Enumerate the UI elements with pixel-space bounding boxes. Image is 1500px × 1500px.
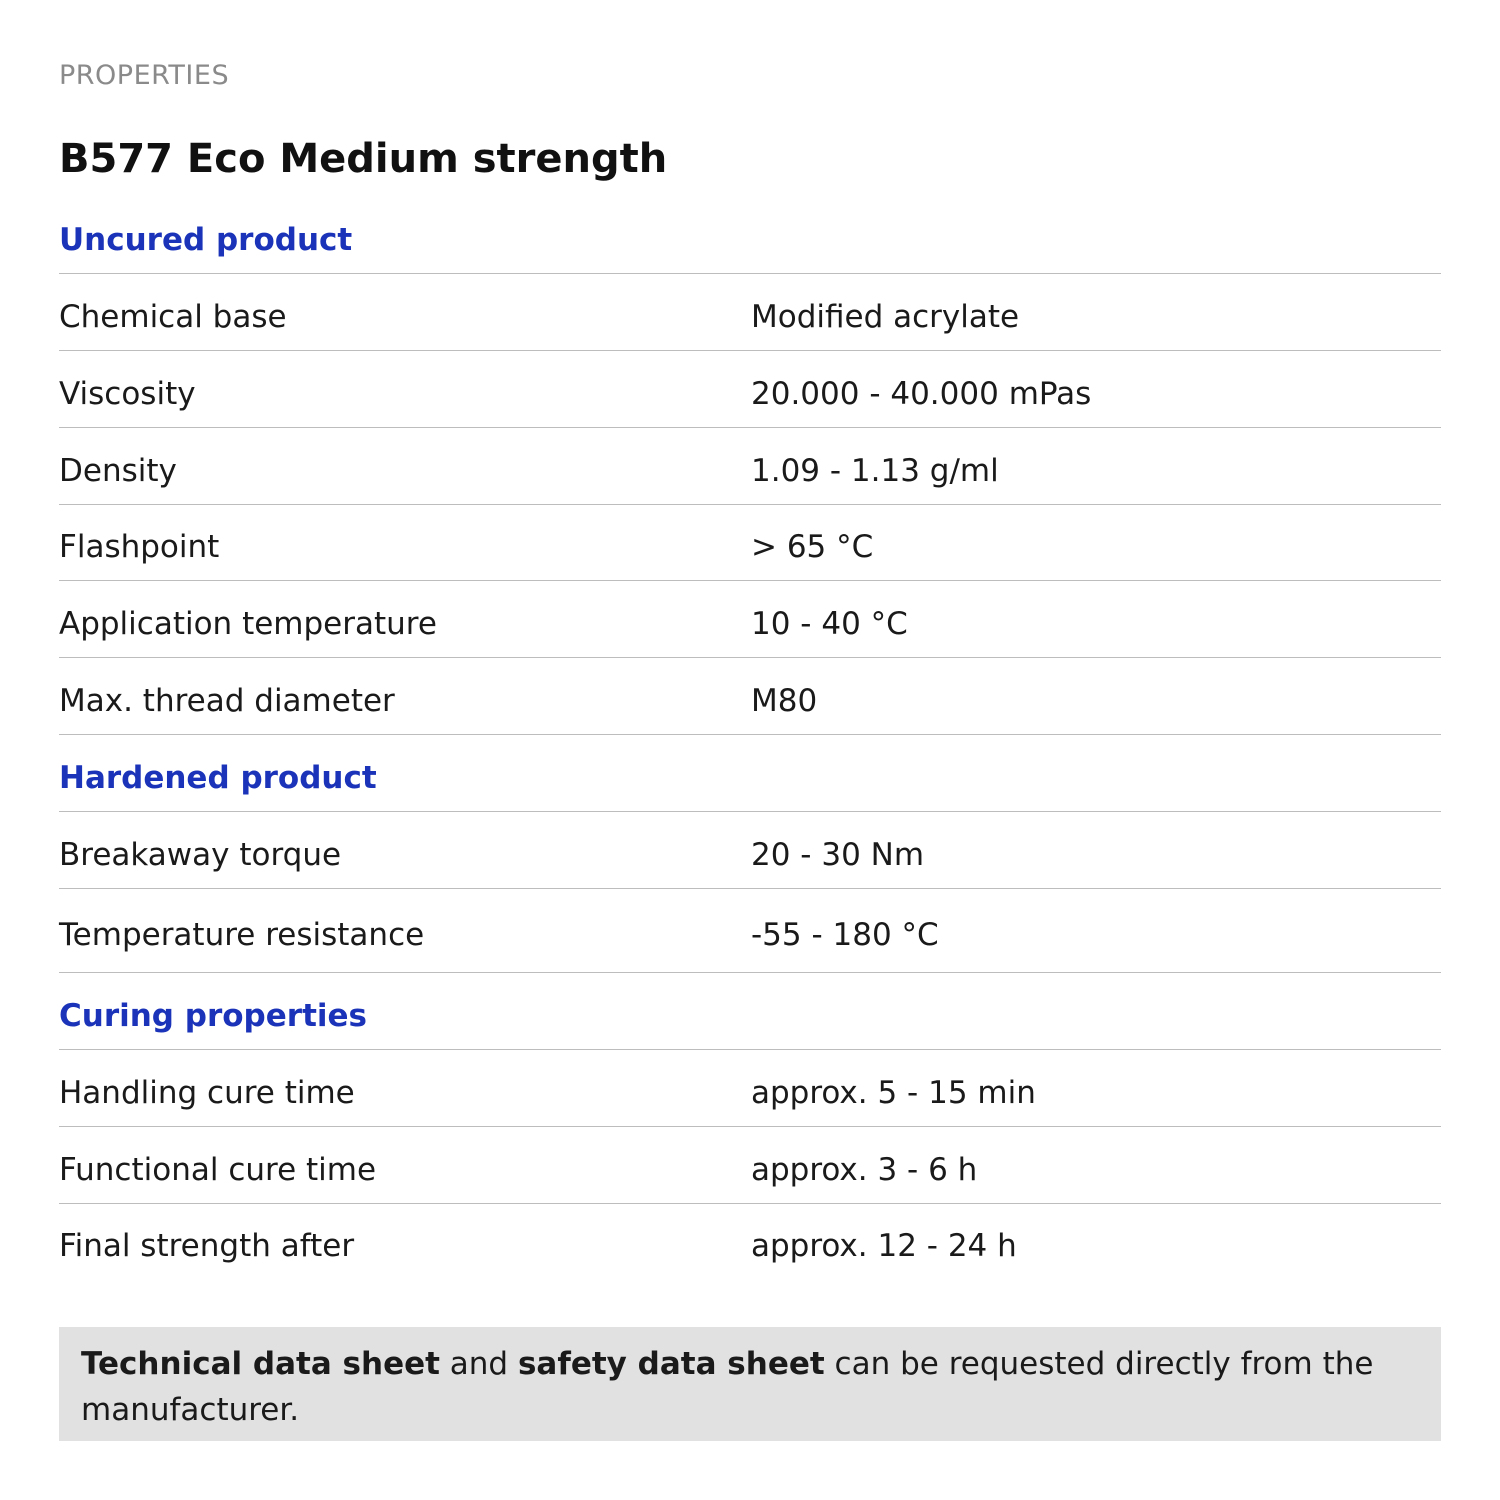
row-value: 20 - 30 Nm	[751, 837, 925, 873]
row-label: Chemical base	[59, 299, 287, 335]
row-value: > 65 °C	[751, 529, 874, 565]
row-label: Breakaway torque	[59, 837, 342, 873]
row-label: Temperature resistance	[59, 917, 425, 953]
row-label: Handling cure time	[59, 1075, 355, 1111]
note-text: and	[439, 1346, 518, 1382]
row-value: approx. 12 - 24 h	[751, 1228, 1017, 1264]
divider	[59, 972, 1441, 973]
section-heading-curing: Curing properties	[59, 998, 367, 1034]
row-label: Max. thread diameter	[59, 683, 395, 719]
row-value: -55 - 180 °C	[751, 917, 939, 953]
datasheet-note	[59, 1327, 1441, 1441]
divider	[59, 734, 1441, 735]
note-bold-technical: Technical data sheet	[81, 1346, 440, 1382]
row-value: approx. 5 - 15 min	[751, 1075, 1036, 1111]
row-label: Density	[59, 453, 177, 489]
row-label: Viscosity	[59, 376, 196, 412]
row-value: 20.000 - 40.000 mPas	[751, 376, 1092, 412]
row-label: Final strength after	[59, 1228, 355, 1264]
divider	[59, 888, 1441, 889]
row-label: Application temperature	[59, 606, 437, 642]
note-text: can be requested directly from the manufacturer.	[81, 1346, 1374, 1428]
row-value: 1.09 - 1.13 g/ml	[751, 453, 999, 489]
divider	[59, 811, 1441, 812]
divider	[59, 350, 1441, 351]
row-label: Flashpoint	[59, 529, 220, 565]
divider	[59, 273, 1441, 274]
product-title: B577 Eco Medium strength	[59, 136, 668, 182]
divider	[59, 1126, 1441, 1127]
divider	[59, 580, 1441, 581]
section-heading-uncured: Uncured product	[59, 222, 353, 258]
divider	[59, 657, 1441, 658]
row-value: M80	[751, 683, 818, 719]
row-value: Modified acrylate	[751, 299, 1020, 335]
divider	[59, 427, 1441, 428]
note-bold-safety: safety data sheet	[517, 1346, 825, 1382]
divider	[59, 1049, 1441, 1050]
row-label: Functional cure time	[59, 1152, 377, 1188]
row-value: 10 - 40 °C	[751, 606, 908, 642]
row-value: approx. 3 - 6 h	[751, 1152, 978, 1188]
divider	[59, 1203, 1441, 1204]
section-heading-hardened: Hardened product	[59, 760, 377, 796]
eyebrow-label: PROPERTIES	[59, 60, 230, 91]
divider	[59, 504, 1441, 505]
